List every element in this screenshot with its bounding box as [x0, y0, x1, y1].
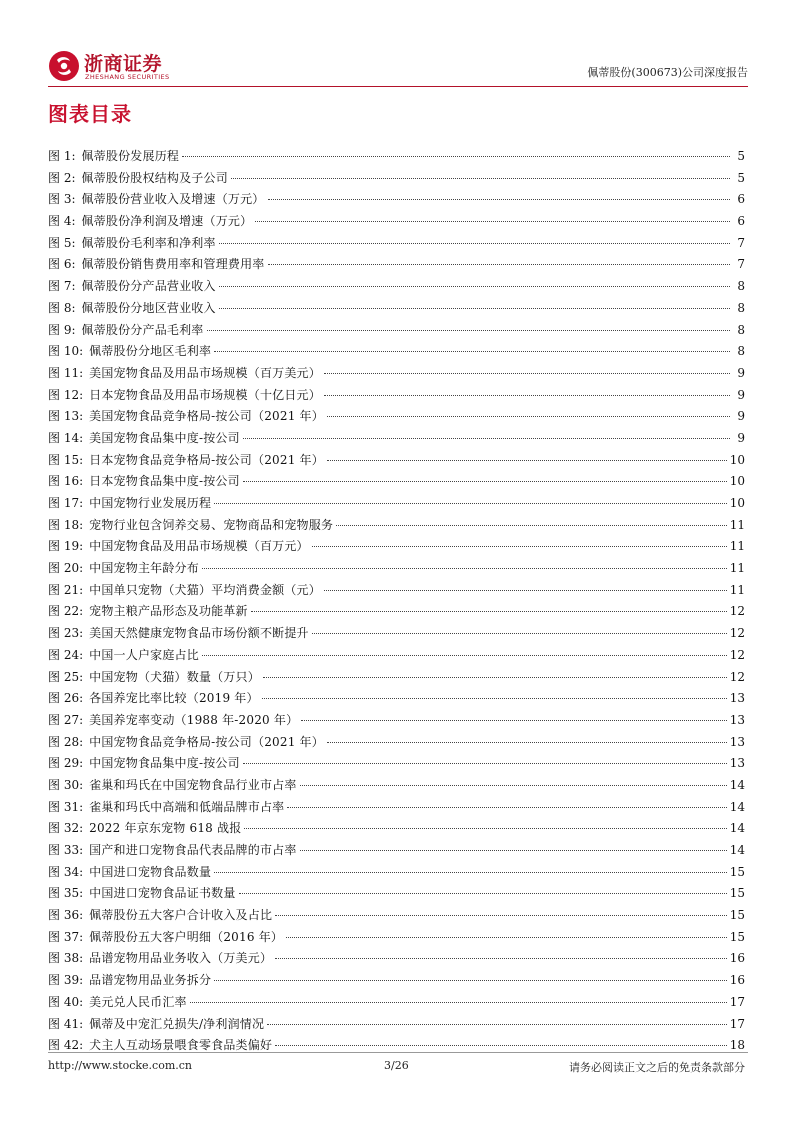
toc-item-page: 10: [729, 496, 745, 510]
toc-item-page: 8: [737, 322, 745, 337]
toc-item[interactable]: [48, 992, 745, 1014]
toc-item-title: 佩蒂股份分地区营业收入: [81, 300, 216, 315]
toc-item[interactable]: [48, 970, 745, 992]
toc-item-number: 图 15:: [48, 452, 84, 467]
toc-item[interactable]: [48, 515, 745, 537]
toc-item[interactable]: [48, 233, 745, 255]
toc-item-page: 12: [729, 626, 745, 641]
toc-item[interactable]: [48, 558, 745, 580]
toc-item-title: 中国进口宠物食品证书数量: [89, 886, 236, 901]
toc-item-title: 中国宠物行业发展历程: [89, 496, 212, 510]
toc-item[interactable]: [48, 601, 745, 623]
toc-item-title: 中国宠物食品竞争格局-按公司（2021 年）: [89, 734, 324, 749]
toc-item-number: 图 21:: [48, 582, 84, 597]
toc-item-page: 12: [729, 669, 745, 684]
toc-item-number: 图 28:: [48, 734, 84, 749]
toc-item[interactable]: [48, 298, 745, 320]
toc-item-number: 图 39:: [48, 973, 84, 988]
header-divider: [48, 86, 748, 87]
toc-dot-leader: [300, 850, 727, 851]
toc-dot-leader: [268, 199, 730, 200]
toc-item[interactable]: [48, 623, 745, 645]
toc-item-title: 美元兑人民币汇率: [89, 994, 187, 1009]
toc-item-page: 15: [729, 908, 745, 923]
toc-item-number: 图 8:: [48, 300, 76, 315]
toc-item-title: 中国进口宠物食品数量: [89, 864, 212, 879]
toc-dot-leader: [243, 763, 727, 764]
toc-item-number: 图 18:: [48, 517, 84, 532]
logo-name-en: ZHESHANG SECURITIES: [85, 73, 170, 81]
toc-item[interactable]: [48, 862, 745, 884]
toc-dot-leader: [327, 416, 730, 417]
toc-dot-leader: [231, 178, 730, 179]
toc-item[interactable]: [48, 254, 745, 276]
toc-item[interactable]: [48, 688, 745, 710]
toc-item-number: 图 30:: [48, 777, 84, 792]
toc-item-page: 13: [729, 712, 745, 727]
page-number: 3/26: [384, 1059, 409, 1072]
toc-item-page: 14: [729, 799, 745, 814]
toc-item-title: 佩蒂股份五大客户合计收入及占比: [89, 908, 273, 923]
page-header: [48, 46, 748, 86]
toc-item-title: 美国宠物食品集中度-按公司: [89, 430, 240, 445]
toc-dot-leader: [182, 156, 730, 157]
toc-item-title: 国产和进口宠物食品代表品牌的市占率: [89, 843, 297, 857]
toc-item-title: 中国一人户家庭占比: [89, 647, 199, 662]
toc-item-number: 图 29:: [48, 756, 84, 771]
toc-item-number: 图 22:: [48, 604, 84, 619]
toc-dot-leader: [268, 264, 730, 265]
toc-item-title: 日本宠物食品集中度-按公司: [89, 474, 240, 489]
toc-item-number: 图 2:: [48, 170, 76, 185]
footer-disclaimer: 请务必阅读正文之后的免责条款部分: [569, 1061, 745, 1074]
toc-dot-leader: [275, 915, 727, 916]
toc-item-number: 图 5:: [48, 235, 76, 250]
figure-list: [48, 146, 745, 1057]
toc-item[interactable]: [48, 883, 745, 905]
toc-item-number: 图 41:: [48, 1016, 84, 1031]
toc-item-title: 佩蒂股份五大客户明细（2016 年）: [89, 929, 284, 944]
toc-item-page: 7: [737, 235, 745, 250]
toc-item[interactable]: [48, 320, 745, 342]
toc-item-number: 图 42:: [48, 1038, 84, 1053]
toc-item[interactable]: [48, 775, 745, 797]
toc-item-page: 6: [737, 214, 745, 229]
toc-item[interactable]: [48, 1035, 745, 1057]
toc-dot-leader: [301, 720, 726, 721]
toc-item-page: 13: [729, 734, 745, 749]
toc-item-number: 图 27:: [48, 712, 84, 727]
toc-item[interactable]: [48, 428, 745, 450]
toc-item-page: 11: [729, 582, 745, 597]
toc-dot-leader: [243, 438, 730, 439]
toc-item[interactable]: [48, 580, 745, 602]
toc-item[interactable]: [48, 710, 745, 732]
toc-item-page: 11: [729, 561, 745, 576]
toc-item[interactable]: [48, 189, 745, 211]
toc-item[interactable]: [48, 732, 745, 754]
toc-dot-leader: [263, 677, 727, 678]
toc-item-page: 9: [737, 430, 745, 445]
toc-item-title: 佩蒂股份净利润及增速（万元）: [81, 214, 253, 229]
toc-item-title: 美国宠物食品及用品市场规模（百万美元）: [89, 365, 321, 380]
toc-item-title: 品谱宠物用品业务拆分: [89, 973, 212, 988]
toc-dot-leader: [336, 525, 727, 526]
toc-item-number: 图 3:: [48, 192, 76, 207]
toc-item-page: 15: [729, 886, 745, 901]
footer-divider: [48, 1052, 748, 1053]
toc-item-number: 图 19:: [48, 539, 84, 554]
toc-item-number: 图 34:: [48, 864, 84, 879]
toc-dot-leader: [300, 785, 727, 786]
toc-item-number: 图 14:: [48, 430, 84, 445]
toc-item-number: 图 31:: [48, 799, 84, 814]
toc-dot-leader: [275, 958, 727, 959]
toc-item-title: 佩蒂股份毛利率和净利率: [81, 235, 216, 250]
toc-item-number: 图 20:: [48, 561, 84, 576]
toc-item[interactable]: [48, 385, 745, 407]
toc-dot-leader: [262, 698, 727, 699]
toc-item-title: 佩蒂股份销售费用率和管理费用率: [81, 257, 265, 272]
toc-item-number: 图 12:: [48, 387, 84, 402]
toc-dot-leader: [255, 221, 730, 222]
toc-item-title: 宠物主粮产品形态及功能革新: [89, 604, 248, 619]
toc-item-page: 17: [729, 1016, 745, 1031]
toc-item-title: 日本宠物食品及用品市场规模（十亿日元）: [89, 387, 321, 402]
toc-item[interactable]: [48, 493, 745, 515]
toc-item-number: 图 6:: [48, 257, 76, 272]
toc-item-title: 佩蒂股份营业收入及增速（万元）: [81, 192, 265, 207]
toc-item[interactable]: [48, 667, 745, 689]
toc-item[interactable]: [48, 797, 745, 819]
toc-item-title: 佩蒂股份股权结构及子公司: [81, 170, 228, 185]
toc-item-number: 图 38:: [48, 951, 84, 966]
toc-item-number: 图 37:: [48, 929, 84, 944]
toc-item-title: 日本宠物食品竞争格局-按公司（2021 年）: [89, 452, 324, 467]
toc-item[interactable]: [48, 211, 745, 233]
toc-item-number: 图 32:: [48, 821, 84, 836]
toc-dot-leader: [214, 351, 730, 352]
toc-item[interactable]: [48, 645, 745, 667]
toc-item-title: 中国宠物主年龄分布: [89, 561, 199, 576]
toc-dot-leader: [267, 1024, 727, 1025]
toc-item-title: 美国养宠率变动（1988 年-2020 年）: [89, 712, 299, 727]
toc-item-page: 16: [729, 951, 745, 966]
toc-item-number: 图 17:: [48, 496, 84, 510]
toc-item[interactable]: [48, 363, 745, 385]
toc-dot-leader: [214, 872, 727, 873]
toc-item[interactable]: [48, 471, 745, 493]
toc-item[interactable]: [48, 840, 745, 862]
toc-item[interactable]: [48, 948, 745, 970]
toc-item-number: 图 35:: [48, 886, 84, 901]
toc-item-page: 6: [737, 192, 745, 207]
toc-item-number: 图 10:: [48, 344, 84, 359]
toc-item-title: 雀巢和玛氏在中国宠物食品行业市占率: [89, 777, 297, 792]
toc-item-number: 图 33:: [48, 843, 84, 857]
toc-item-number: 图 23:: [48, 626, 84, 641]
toc-item[interactable]: [48, 1014, 745, 1036]
toc-item[interactable]: [48, 536, 745, 558]
toc-item-page: 5: [737, 170, 745, 185]
toc-dot-leader: [214, 503, 727, 504]
toc-item-title: 中国单只宠物（犬猫）平均消费金额（元）: [89, 582, 321, 597]
toc-item-number: 图 40:: [48, 994, 84, 1009]
toc-dot-leader: [219, 308, 730, 309]
section-title: 图表目录: [48, 102, 132, 126]
toc-item-title: 雀巢和玛氏中高端和低端品牌市占率: [89, 799, 285, 814]
toc-item-page: 7: [737, 257, 745, 272]
toc-item[interactable]: [48, 406, 745, 428]
toc-dot-leader: [327, 742, 727, 743]
toc-dot-leader: [327, 460, 727, 461]
toc-dot-leader: [190, 1002, 727, 1003]
toc-dot-leader: [251, 611, 727, 612]
toc-item-page: 13: [729, 691, 745, 706]
toc-item-page: 5: [737, 149, 745, 163]
toc-item-title: 中国宠物（犬猫）数量（万只）: [89, 669, 260, 684]
toc-dot-leader: [219, 243, 730, 244]
toc-item-page: 15: [729, 929, 745, 944]
toc-item-page: 9: [737, 387, 745, 402]
toc-item-page: 9: [737, 409, 745, 424]
toc-item-page: 10: [729, 474, 745, 489]
logo: [48, 46, 178, 84]
toc-item-page: 15: [729, 864, 745, 879]
toc-item-number: 图 36:: [48, 908, 84, 923]
toc-dot-leader: [243, 481, 727, 482]
toc-item-page: 10: [729, 452, 745, 467]
toc-item-number: 图 1:: [48, 149, 76, 163]
toc-item[interactable]: [48, 168, 745, 190]
toc-dot-leader: [287, 807, 726, 808]
toc-item-number: 图 4:: [48, 214, 76, 229]
toc-item-page: 11: [729, 539, 745, 554]
zheshang-logo-icon: [48, 50, 80, 82]
toc-item-title: 2022 年京东宠物 618 战报: [89, 821, 242, 836]
toc-dot-leader: [286, 937, 727, 938]
toc-item[interactable]: [48, 341, 745, 363]
toc-item-number: 图 9:: [48, 322, 76, 337]
toc-item-number: 图 16:: [48, 474, 84, 489]
logo-name-cn: 浙商证券: [84, 53, 163, 75]
toc-item-page: 8: [737, 279, 745, 294]
footer-url-link[interactable]: http://www.stocke.com.cn: [48, 1059, 192, 1072]
toc-item[interactable]: [48, 927, 745, 949]
toc-item-number: 图 13:: [48, 409, 84, 424]
toc-item-page: 9: [737, 365, 745, 380]
toc-item[interactable]: [48, 146, 745, 168]
toc-item-title: 中国宠物食品及用品市场规模（百万元）: [89, 539, 309, 554]
toc-item[interactable]: [48, 905, 745, 927]
toc-item-title: 佩蒂及中宠汇兑损失/净利润情况: [89, 1016, 265, 1031]
toc-dot-leader: [324, 590, 727, 591]
toc-item-title: 各国养宠比率比较（2019 年）: [89, 691, 259, 706]
toc-item[interactable]: [48, 276, 745, 298]
toc-item-page: 16: [729, 973, 745, 988]
toc-dot-leader: [324, 373, 730, 374]
toc-dot-leader: [219, 286, 730, 287]
toc-dot-leader: [239, 893, 727, 894]
toc-dot-leader: [312, 633, 727, 634]
toc-item-page: 14: [729, 843, 745, 857]
toc-item-page: 18: [729, 1038, 745, 1053]
toc-item-page: 14: [729, 777, 745, 792]
toc-item-page: 12: [729, 604, 745, 619]
toc-item-page: 8: [737, 300, 745, 315]
toc-item-title: 佩蒂股份分产品营业收入: [81, 279, 216, 294]
toc-item-page: 13: [729, 756, 745, 771]
toc-item-title: 品谱宠物用品业务收入（万美元）: [89, 951, 273, 966]
toc-item-number: 图 26:: [48, 691, 84, 706]
toc-item-page: 17: [729, 994, 745, 1009]
toc-item-title: 佩蒂股份分产品毛利率: [81, 322, 204, 337]
toc-item[interactable]: [48, 450, 745, 472]
toc-dot-leader: [275, 1045, 727, 1046]
toc-dot-leader: [202, 568, 727, 569]
toc-item-page: 11: [729, 517, 745, 532]
toc-item-title: 佩蒂股份发展历程: [81, 149, 180, 163]
toc-dot-leader: [202, 655, 727, 656]
toc-dot-leader: [312, 546, 727, 547]
toc-item-number: 图 25:: [48, 669, 84, 684]
toc-item-title: 美国天然健康宠物食品市场份额不断提升: [89, 626, 309, 641]
toc-item-title: 犬主人互动场景喂食零食品类偏好: [89, 1038, 273, 1053]
toc-item-number: 图 11:: [48, 365, 84, 380]
toc-item-title: 中国宠物食品集中度-按公司: [89, 756, 240, 771]
toc-dot-leader: [244, 828, 726, 829]
toc-item-title: 美国宠物食品竞争格局-按公司（2021 年）: [89, 409, 324, 424]
toc-item-number: 图 7:: [48, 279, 76, 294]
report-title: 佩蒂股份(300673)公司深度报告: [587, 66, 748, 79]
toc-dot-leader: [324, 395, 730, 396]
toc-item-page: 8: [737, 344, 745, 359]
toc-item-number: 图 24:: [48, 647, 84, 662]
toc-item-title: 佩蒂股份分地区毛利率: [89, 344, 212, 359]
toc-item-title: 宠物行业包含饲养交易、宠物商品和宠物服务: [89, 517, 334, 532]
toc-item-page: 12: [729, 647, 745, 662]
toc-dot-leader: [214, 980, 727, 981]
toc-item-page: 14: [729, 821, 745, 836]
toc-dot-leader: [207, 330, 730, 331]
toc-item[interactable]: [48, 818, 745, 840]
toc-item[interactable]: [48, 753, 745, 775]
